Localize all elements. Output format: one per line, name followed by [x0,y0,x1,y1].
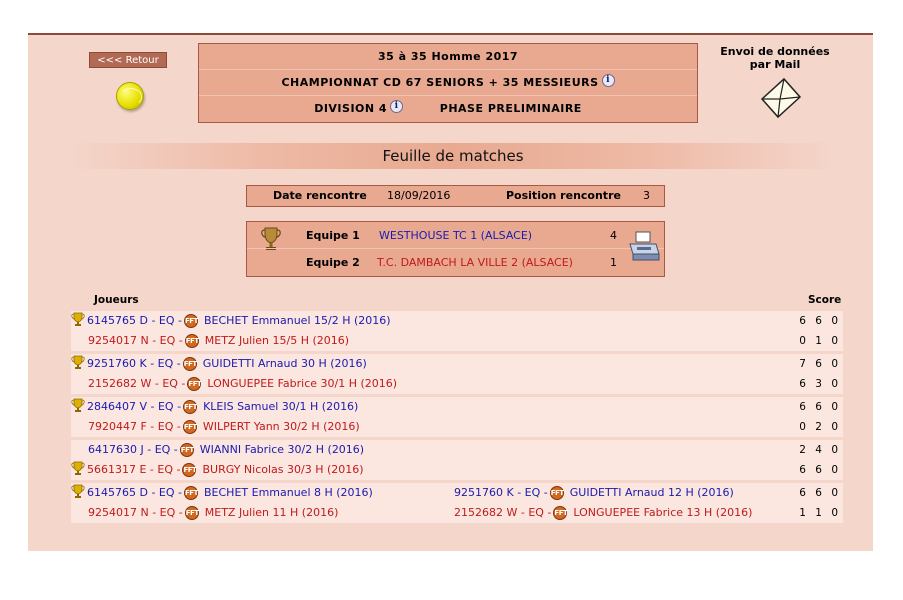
position-label: Position rencontre [506,189,621,202]
match-line-winner [71,311,843,331]
championship-row [199,70,697,96]
player-id: 5661317 E - EQ - [87,463,181,476]
division-row [199,96,697,122]
team-label: Equipe 1 [306,229,360,242]
team-name[interactable]: T.C. DAMBACH LA VILLE 2 (ALSACE) [377,256,573,269]
trophy-icon [71,355,85,369]
player-id: 9251760 K - EQ - [454,486,548,499]
set-scores: 0 2 0 [799,421,841,433]
competition-header [198,43,698,123]
player-id: 9254017 N - EQ - [88,334,183,347]
match-line-winner [71,397,843,417]
match-row [71,354,843,394]
date-value: 18/09/2016 [387,189,451,202]
set-scores: 1 1 0 [799,507,841,519]
date-label: Date rencontre [273,189,367,202]
set-scores: 6 3 0 [799,378,841,390]
team-score: 4 [610,229,617,242]
player-name[interactable]: METZ Julien 15/5 H (2016) [204,334,350,347]
team-score: 1 [610,256,617,269]
match-row [71,397,843,437]
player-name[interactable]: METZ Julien 11 H (2016) [204,506,339,519]
player-name[interactable]: WIANNI Fabrice 30/2 H (2016) [199,443,365,456]
info-icon[interactable]: i [390,100,403,113]
match-line-loser [71,417,843,437]
player-id: 7920447 F - EQ - [88,420,181,433]
team-row-2 [247,249,664,276]
player-id: 6417630 J - EQ - [88,443,178,456]
player-id: 6145765 D - EQ - [87,486,182,499]
player-id: 9254017 N - EQ - [88,506,183,519]
match-line-loser [71,374,843,394]
set-scores: 2 4 0 [799,444,841,456]
tennis-ball-icon [116,82,144,110]
fft-logo-icon: FFT [183,400,197,414]
trophy-icon [71,398,85,412]
set-scores: 0 1 0 [799,335,841,347]
fft-logo-icon: FFT [180,443,194,457]
match-line-winner [71,354,843,374]
match-line-loser [71,331,843,351]
score-column-header: Score [808,294,842,306]
set-scores: 6 6 0 [799,464,841,476]
team-label: Equipe 2 [306,256,360,269]
fft-logo-icon: FFT [185,506,199,520]
match-row [71,311,843,351]
fft-logo-icon: FFT [185,334,199,348]
match-row-double [71,483,843,523]
match-line-winner [71,460,843,480]
phase-name: PHASE PRELIMINAIRE [439,102,582,115]
player-id: 6145765 D - EQ - [87,314,182,327]
back-button[interactable]: <<< Retour [89,52,167,68]
fft-logo-icon: FFT [183,357,197,371]
player-name[interactable]: GUIDETTI Arnaud 30 H (2016) [202,357,367,370]
match-line-winner [71,483,843,503]
player-id: 2152682 W - EQ - [454,506,552,519]
player-name[interactable]: GUIDETTI Arnaud 12 H (2016) [569,486,734,499]
player-id: 2846407 V - EQ - [87,400,182,413]
envelope-icon[interactable] [758,75,804,119]
set-scores: 6 6 0 [799,401,841,413]
match-row [71,440,843,480]
fft-logo-icon: FFT [553,506,567,520]
fft-logo-icon: FFT [182,463,196,477]
teams-box [246,221,665,277]
player-name[interactable]: BURGY Nicolas 30/3 H (2016) [202,463,364,476]
team-name[interactable]: WESTHOUSE TC 1 (ALSACE) [379,229,533,242]
trophy-icon [71,461,85,475]
player-id: 9251760 K - EQ - [87,357,181,370]
player-name[interactable]: BECHET Emmanuel 15/2 H (2016) [204,314,391,327]
championship-name: CHAMPIONNAT CD 67 SENIORS + 35 MESSIEURS [281,76,599,89]
player-id: 2152682 W - EQ - [88,377,186,390]
set-scores: 6 6 0 [799,487,841,499]
section-title: Feuille de matches [68,143,838,169]
mail-title: Envoi de données par Mail [720,45,830,71]
player-name[interactable]: LONGUEPEE Fabrice 30/1 H (2016) [207,377,398,390]
team-row-1 [247,222,664,249]
set-scores: 6 6 0 [799,315,841,327]
division-name: DIVISION 4 [314,102,388,115]
fft-logo-icon: FFT [187,377,201,391]
fft-logo-icon: FFT [183,420,197,434]
players-column-header: Joueurs [94,294,139,306]
match-line-loser [71,440,843,460]
info-icon[interactable]: i [602,74,615,87]
position-value: 3 [643,189,650,202]
trophy-icon [71,312,85,326]
fft-logo-icon: FFT [184,314,198,328]
fft-logo-icon: FFT [184,486,198,500]
fft-logo-icon: FFT [550,486,564,500]
set-scores: 7 6 0 [799,358,841,370]
trophy-icon [71,484,85,498]
match-line-loser [71,503,843,523]
player-name[interactable]: WILPERT Yann 30/2 H (2016) [202,420,360,433]
competition-title: 35 à 35 Homme 2017 [199,44,697,70]
page-container [28,33,873,551]
player-name[interactable]: LONGUEPEE Fabrice 13 H (2016) [573,506,753,519]
printer-icon[interactable] [627,230,661,264]
player-name[interactable]: KLEIS Samuel 30/1 H (2016) [203,400,359,413]
meeting-info [246,185,665,207]
player-name[interactable]: BECHET Emmanuel 8 H (2016) [204,486,373,499]
